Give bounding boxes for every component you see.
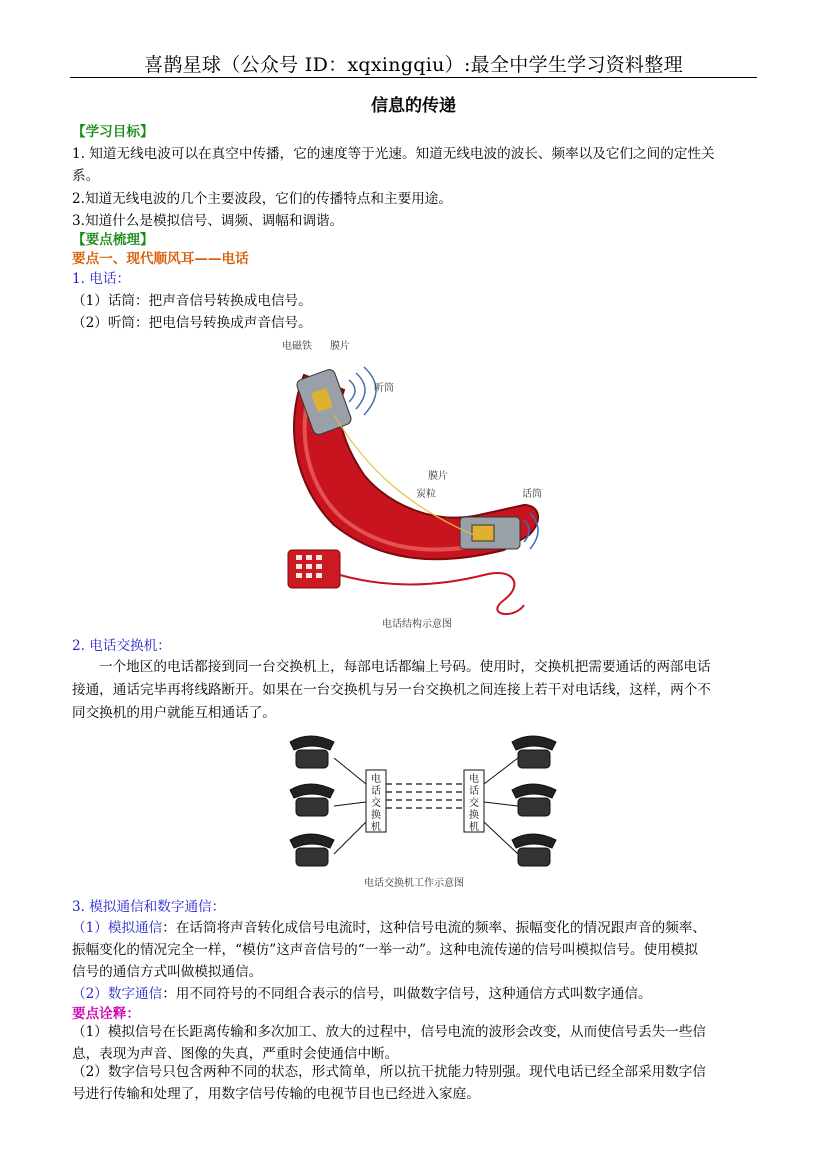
phone-item: （2）听筒：把电信号转换成声音信号。 bbox=[72, 315, 312, 331]
point1-heading: 要点一、现代顺风耳——电话 bbox=[72, 251, 249, 267]
exchange-box-label: 换 bbox=[371, 810, 381, 821]
exchange-paragraph: 接通，通话完毕再将线路断开。如果在一台交换机与另一台交换机之间连接上若干对电话线，这样，两个不 bbox=[72, 682, 711, 698]
exchange-box-label: 机 bbox=[469, 822, 479, 833]
goal-item: 3.知道什么是模拟信号、调频、调幅和调谐。 bbox=[72, 213, 344, 229]
analog-text: 振幅变化的情况完全一样，“模仿”这声音信号的“一举一动”。这种电流传递的信号叫模拟信号。使用模拟 bbox=[72, 942, 698, 958]
phone-item: （1）话筒：把声音信号转换成电信号。 bbox=[72, 293, 312, 309]
page-header: 喜鹊星球（公众号 ID：xqxingqiu）:最全中学生学习资料整理 bbox=[144, 54, 683, 76]
label-carbon: 炭粒 bbox=[416, 489, 436, 500]
note-line: 号进行传输和处理了，用数字信号传输的电视节目也已经进入家庭。 bbox=[72, 1086, 480, 1102]
analog-term: （1）模拟通信 bbox=[72, 920, 163, 936]
fig2-caption: 电话交换机工作示意图 bbox=[364, 878, 464, 889]
exchange-box-label: 话 bbox=[371, 786, 381, 797]
telephone-structure-figure bbox=[274, 335, 546, 635]
goal-item: 系。 bbox=[72, 168, 100, 184]
analog-item bbox=[72, 917, 762, 940]
analog-text: ：在话筒将声音转化成信号电流时，这种信号电流的频率、振幅变化的情况跟声音的频率、 bbox=[162, 920, 706, 936]
exchange-box-label: 电 bbox=[469, 774, 479, 785]
header-divider bbox=[70, 77, 757, 78]
goal-item: 2.知道无线电波的几个主要波段，它们的传播特点和主要用途。 bbox=[72, 191, 452, 207]
analog-text: 信号的通信方式叫做模拟通信。 bbox=[72, 964, 263, 980]
phone-heading: 1. 电话： bbox=[72, 271, 131, 287]
summary-heading: 【要点梳理】 bbox=[72, 232, 154, 248]
exchange-box-label: 电 bbox=[371, 774, 381, 785]
note-line: 息，表现为声音、图像的失真，严重时会使通信中断。 bbox=[72, 1046, 399, 1062]
exchange-paragraph: 同交换机的用户就能互相通话了。 bbox=[72, 705, 276, 721]
exchange-figure bbox=[282, 728, 572, 892]
exchange-box-label: 换 bbox=[469, 810, 479, 821]
label-membrane-bottom: 膜片 bbox=[428, 471, 448, 482]
exchange-box-label: 机 bbox=[371, 822, 381, 833]
label-membrane-top: 膜片 bbox=[330, 341, 350, 352]
exchange-paragraph: 一个地区的电话都接到同一台交换机上，每部电话都编上号码。使用时，交换机把需要通话的两部电话 bbox=[99, 659, 711, 675]
note-line: （1）模拟信号在长距离传输和多次加工、放大的过程中，信号电流的波形会改变，从而使信号丢失一些信 bbox=[72, 1024, 706, 1040]
digital-term: （2）数字通信 bbox=[72, 986, 163, 1002]
digital-text: ：用不同符号的不同组合表示的信号，叫做数字信号，这种通信方式叫数字通信。 bbox=[162, 986, 652, 1002]
goals-heading: 【学习目标】 bbox=[72, 124, 154, 140]
exchange-heading: 2. 电话交换机： bbox=[72, 638, 171, 654]
label-receiver: 听筒 bbox=[374, 383, 394, 394]
page-title: 信息的传递 bbox=[371, 96, 456, 116]
label-mic: 话筒 bbox=[522, 489, 542, 500]
analog-heading: 3. 模拟通信和数字通信： bbox=[72, 899, 226, 915]
note-line: （2）数字信号只包含两种不同的状态，形式简单，所以抗干扰能力特别强。现代电话已经全部采用数字信 bbox=[72, 1064, 706, 1080]
fig1-caption: 电话结构示意图 bbox=[382, 619, 452, 630]
exchange-box-label: 交 bbox=[371, 798, 381, 809]
notes-heading: 要点诠释： bbox=[72, 1006, 140, 1022]
exchange-box-label: 话 bbox=[469, 786, 479, 797]
label-magnet: 电磁铁 bbox=[282, 341, 312, 352]
goal-item: 1. 知道无线电波可以在真空中传播，它的速度等于光速。知道无线电波的波长、频率以及它们之间的定性关 bbox=[72, 146, 715, 162]
exchange-box-label: 交 bbox=[469, 798, 479, 809]
